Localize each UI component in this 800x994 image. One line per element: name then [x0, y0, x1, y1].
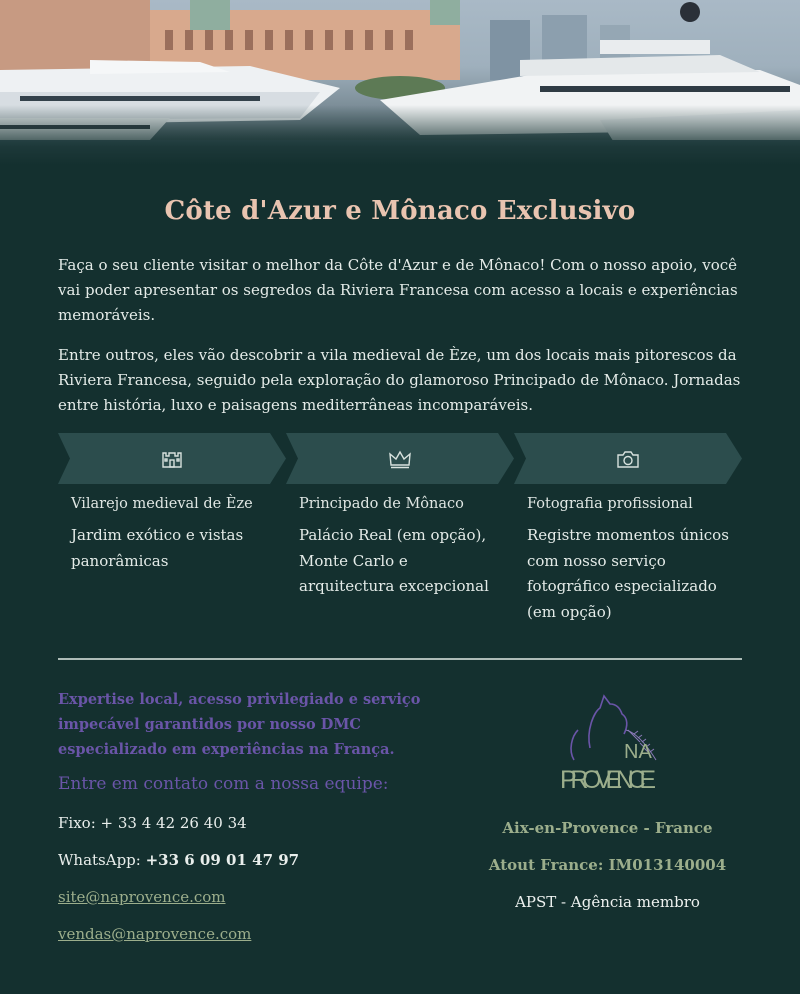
details-paragraph: Entre outros, eles vão descobrir a vila medieval de Èze, um dos locais mais pitorescos da Riviera Francesa, seguido pela exploração do glamoroso Principado de Mônaco. Jornadas entre história, luxo e paisagens mediterrâneas incomparáveis. [58, 346, 741, 414]
feature-title-monaco: Principado de Mônaco [299, 496, 464, 512]
feature-desc-monaco: Palácio Real (em opção), Monte Carlo e arquitectura excepcional [299, 526, 489, 595]
feature-title-eze: Vilarejo medieval de Èze [71, 496, 253, 512]
apst-text: APST - Agência membro [515, 893, 700, 911]
atout-france-text: Atout France: IM013140004 [488, 856, 727, 874]
contact-heading: Entre em contato com a nossa equipe: [58, 774, 389, 794]
castle-icon [161, 449, 183, 469]
feature-banner-photo [514, 433, 742, 484]
feature-title-photo: Fotografia profissional [527, 496, 693, 512]
camera-icon [616, 449, 640, 469]
email-vendas-link[interactable]: vendas@naprovence.com [58, 925, 252, 943]
logo-text-provence: PROVENCE [560, 766, 656, 794]
crown-icon [388, 449, 412, 469]
feature-banner-monaco [286, 433, 514, 484]
phone-fixo [58, 814, 247, 832]
intro-paragraph: Faça o seu cliente visitar o melhor da Côte d'Azur e de Mônaco! Com o nosso apoio, você vai poder apresentar os segredos da Riviera Francesa com acesso a locais e experiências memoráveis. [58, 256, 738, 324]
hero-image [0, 0, 800, 165]
whatsapp-label: WhatsApp: [58, 851, 146, 869]
phone-whatsapp [58, 851, 299, 869]
fixo-number[interactable]: + 33 4 42 26 40 34 [100, 814, 247, 832]
expertise-text: Expertise local, acesso privilegiado e serviço impecável garantidos por nosso DMC especializado em experiências na França. [58, 691, 421, 758]
feature-desc-eze: Jardim exótico e vistas panorâmicas [71, 526, 244, 570]
page-title: Côte d'Azur e Mônaco Exclusivo [164, 196, 636, 226]
email-site-link[interactable]: site@naprovence.com [58, 888, 226, 906]
feature-banner-eze [58, 433, 286, 484]
location-text: Aix-en-Provence - France [502, 819, 713, 837]
na-provence-logo [548, 690, 678, 800]
section-divider [58, 658, 742, 660]
fixo-label: Fixo: [58, 814, 101, 832]
whatsapp-number[interactable]: +33 6 09 01 47 97 [145, 851, 300, 869]
feature-desc-photo: Registre momentos únicos com nosso serviço fotográfico especializado (em opção) [527, 526, 729, 621]
logo-text-na: NA [624, 741, 652, 763]
